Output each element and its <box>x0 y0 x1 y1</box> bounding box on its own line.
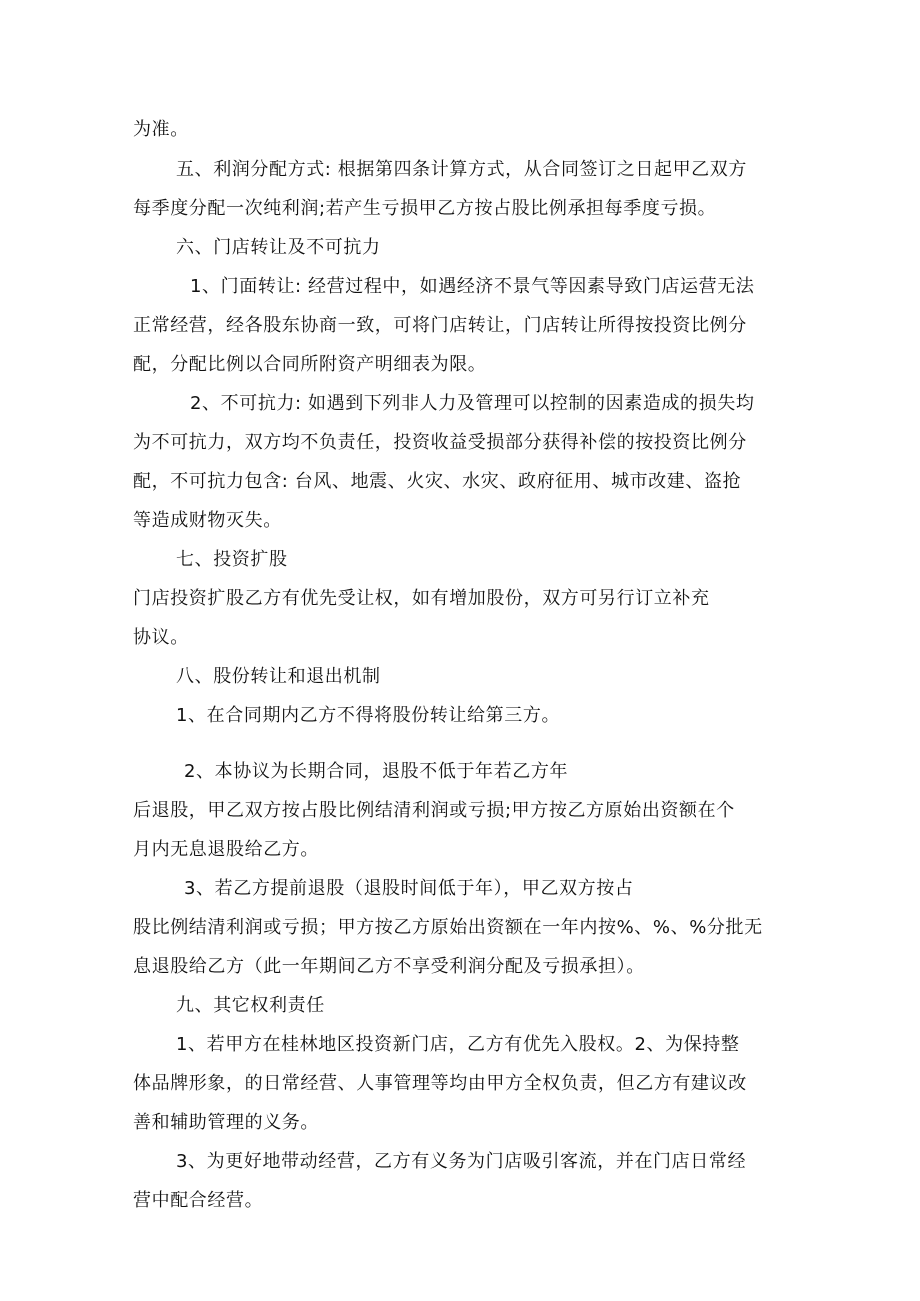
section-seven-heading: 七、投资扩股 <box>176 549 288 570</box>
text-line: 股比例结清利润或亏损；甲方按乙方原始出资额在一年内按%、%、%分批无 <box>133 917 763 938</box>
text-line: 协议。 <box>133 627 189 648</box>
text-line: 配，不可抗力包含: 台风、地震、火灾、水灾、政府征用、城市改建、盗抢 <box>133 471 742 492</box>
text-line: 1、若甲方在桂林地区投资新门店，乙方有优先入股权。2、为保持整 <box>176 1034 740 1055</box>
text-line: 等造成财物灭失。 <box>133 510 282 531</box>
text-line: 3、若乙方提前退股（退股时间低于年），甲乙双方按占 <box>184 878 634 899</box>
text-line: 后退股，甲乙双方按占股比例结清利润或亏损;甲方按乙方原始出资额在个 <box>133 800 735 821</box>
text-line: 息退股给乙方（此一年期间乙方不享受利润分配及亏损承担）。 <box>133 956 645 977</box>
text-line: 营中配合经营。 <box>133 1190 264 1211</box>
text-line: 为不可抗力，双方均不负责任，投资收益受损部分获得补偿的按投资比例分 <box>133 432 747 453</box>
text-line: 正常经营，经各股东协商一致，可将门店转让，门店转让所得按投资比例分 <box>133 315 747 336</box>
text-line: 月内无息退股给乙方。 <box>133 839 319 860</box>
section-six-heading: 六、门店转让及不可抗力 <box>176 237 381 258</box>
text-line: 配，分配比例以合同所附资产明细表为限。 <box>133 354 487 375</box>
section-five-heading-line: 五、利润分配方式: 根据第四条计算方式，从合同签订之日起甲乙双方 <box>176 159 747 180</box>
text-line: 为准。 <box>133 119 189 140</box>
text-line: 每季度分配一次纯利润;若产生亏损甲乙方按占股比例承担每季度亏损。 <box>133 198 717 219</box>
text-line: 体品牌形象，的日常经营、人事管理等均由甲方全权负责，但乙方有建议改 <box>133 1073 747 1094</box>
text-line: 1、在合同期内乙方不得将股份转让给第三方。 <box>176 705 561 726</box>
text-line: 1、门面转让: 经营过程中，如遇经济不景气等因素导致门店运营无法 <box>190 276 755 297</box>
text-line: 2、不可抗力: 如遇到下列非人力及管理可以控制的因素造成的损失均 <box>190 393 755 414</box>
section-eight-heading: 八、股份转让和退出机制 <box>176 666 381 687</box>
text-line: 门店投资扩股乙方有优先受让权，如有增加股份，双方可另行订立补充 <box>133 588 710 609</box>
text-line: 2、本协议为长期合同，退股不低于年若乙方年 <box>184 761 569 782</box>
text-line: 3、为更好地带动经营，乙方有义务为门店吸引客流，并在门店日常经 <box>176 1151 747 1172</box>
text-line: 善和辅助管理的义务。 <box>133 1112 319 1133</box>
section-nine-heading: 九、其它权利责任 <box>176 995 325 1016</box>
